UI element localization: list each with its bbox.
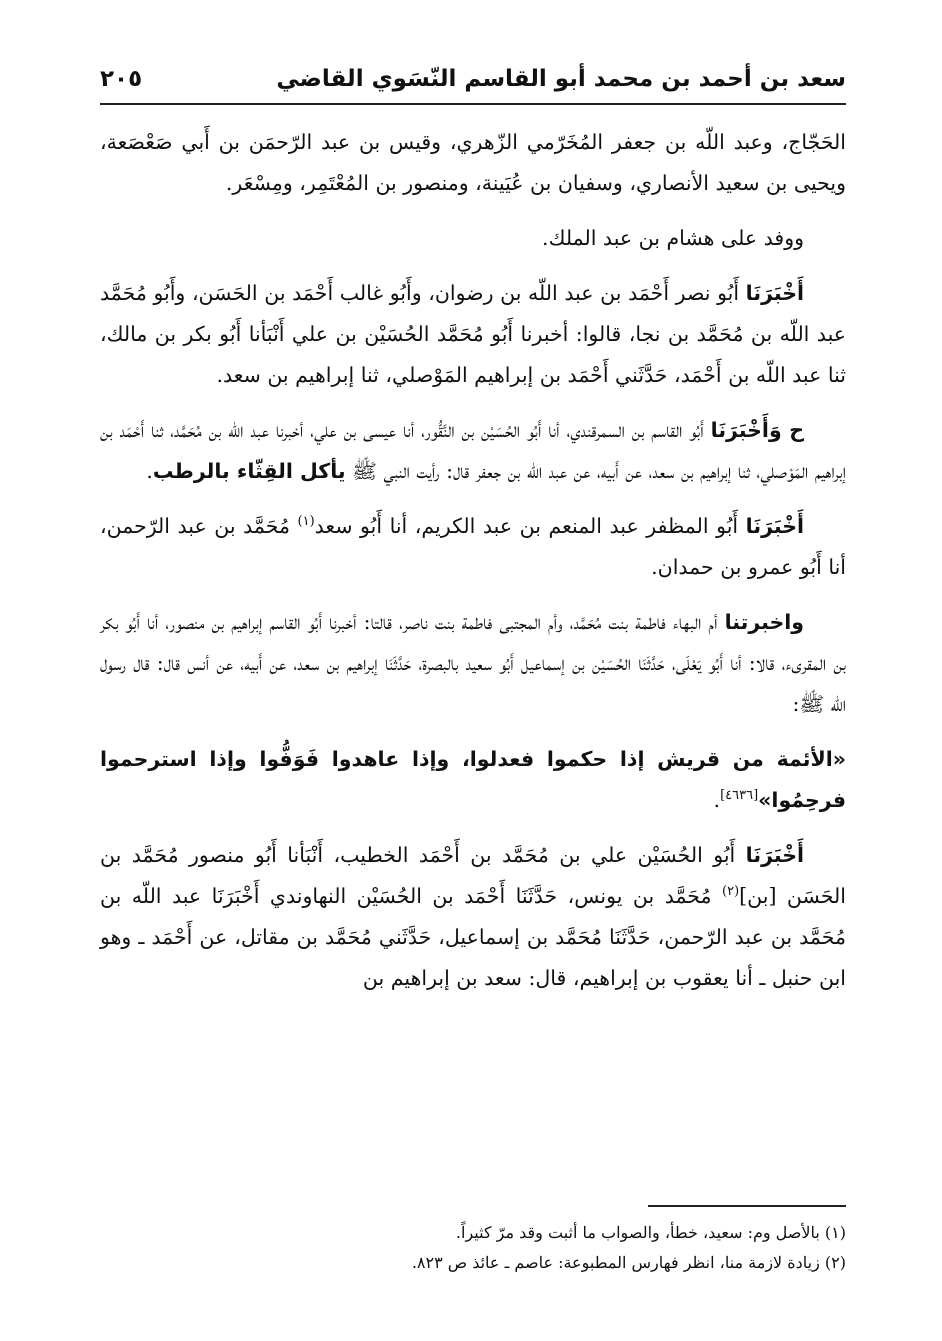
running-header (100, 62, 846, 102)
paragraph-tail: . (713, 788, 721, 812)
paragraph-text: أَبُو الحُسَيْن علي بن مُحَمَّد بن أَحْمَد الخطيب، أَنْبَأنا أَبُو منصور مُحَمَّد بن الحَسَن [بن] (100, 843, 846, 908)
paragraph-tail: . (146, 459, 153, 483)
paragraph-4 (100, 410, 846, 492)
footnote-ref-2[interactable]: (٢) (722, 884, 740, 900)
isnad-lead-word: أَخْبَرَنَا (745, 514, 804, 538)
page-number: ٢٠٥ (100, 66, 143, 92)
paragraph-text: أَبُو المظفر عبد المنعم بن عبد الكريم، أنا أَبُو سعد (314, 514, 746, 538)
paragraph-1 (100, 122, 846, 204)
footnote-ref-1[interactable]: (١) (297, 514, 315, 530)
hadith-paragraph (100, 739, 846, 821)
paragraph-text: أَبُو نصر أَحْمَد بن عبد اللّه بن رضوان، وأَبُو غالب أَحْمَد بن الحَسَن، وأَبُو مُحَمَّد عبد اللّه بن مُحَمَّد بن نجا، قالوا: أخبرنا أَبُو مُحَمَّد الحُسَيْن بن علي أَنْبَأنا أَبُو بكر بن مالك، ثنا عبد اللّه بن أَحْمَد، حَدَّثَني أَحْمَد بن إبراهيم المَوْصلي، ثنا إبراهيم بن سعد. (100, 281, 846, 387)
footnote-separator (648, 1205, 846, 1207)
footnote-1: (١) بالأصل وم: سعيد، خطأ، والصواب ما أثبت وقد مرّ كثيراً. (455, 1223, 846, 1242)
paragraph-text-continued: مُحَمَّد بن عبد الرّحمن، أنا أَبُو عمرو بن حمدان. (100, 514, 846, 579)
footnotes (100, 1218, 846, 1278)
header-title: سعد بن أحمد بن محمد أبو القاسم النّسَوي القاضي (276, 66, 846, 92)
header-rule (100, 103, 846, 105)
paragraph-8 (100, 835, 846, 999)
paragraph-2 (100, 218, 846, 259)
hadith-text: «الأئمة من قريش إذا حكموا فعدلوا، وإذا عاهدوا فَوَفُّوا وإذا استرحموا فرحِمُوا» (100, 747, 846, 812)
paragraph-6 (100, 602, 846, 725)
paragraph-text: أم البهاء فاطمة بنت مُحَمَّد، وأم المجتبى فاطمة بنت ناصر، قالتا: أخبرنا أَبُو القاسم إبراهيم بن منصور، أنا أَبُو بكر بن المقرىء، قالا: أنا أَبُو يَعْلَى، حَدَّثَنَا الحُسَيْن بن إسماعيل أَبُو سعيد بالبصرة، حَدَّثَنَا إبراهيم بن سعد، عن أَبيه، عن أنس قال: قال رسول اللّه ﷺ: (100, 610, 846, 716)
paragraph-text: الحَجّاج، وعبد اللّه بن جعفر المُخَرّمي الزّهري، وقيس بن عبد الرّحمَن بن أَبي صَعْصَعة، ويحيى بن سعيد الأنصاري، وسفيان بن عُيَينة، ومنصور بن المُعْتَمِر، ومِسْعَر. (100, 130, 846, 195)
footnote-2: (٢) زيادة لازمة منا، انظر فهارس المطبوعة: عاصم ـ عائذ ص ٨٢٣. (411, 1253, 846, 1272)
isnad-lead-word: أَخْبَرَنَا (745, 281, 804, 305)
main-text (100, 122, 846, 1013)
paragraph-text: ووفد على هشام بن عبد الملك. (542, 226, 804, 250)
isnad-lead-word: واخبرتنا (724, 610, 804, 634)
paragraph-5 (100, 506, 846, 588)
paragraph-text-continued: مُحَمَّد بن يونس، حَدَّثَنَا أَحْمَد بن الحُسَيْن النهاوندي أَخْبَرَنَا عبد اللّه بن مُحَمَّد بن عبد الرّحمن، حَدَّثَنَا مُحَمَّد بن إسماعيل، حَدَّثَني مُحَمَّد بن مقاتل، عن أَحْمَد ـ وهو ابن حنبل ـ أنا يعقوب بن إبراهيم، قال: سعد بن إبراهيم بن (100, 884, 846, 990)
hadith-number: [٤٦٣٦] (720, 788, 759, 804)
isnad-lead-word: أَخْبَرَنَا (745, 843, 804, 867)
paragraph-3 (100, 273, 846, 396)
isnad-lead-word: ح وَأَخْبَرَنَا (710, 418, 804, 442)
paragraph-text: أَبُو القاسم بن السمرقندي، أنا أَبُو الحُسَيْن بن النَّقُّور، أنا عيسى بن علي، أخبرنا عبد اللّه بن مُحَمَّد، ثنا أَحْمَد بن إبراهيم المَوْصلي، ثنا إبراهيم بن سعد، عن أَبيه، عن عبد اللّه بن جعفر قال: رأيت النبي ﷺ (100, 418, 846, 483)
matn-bold-phrase: يأكل القِثّاء بالرطب (152, 459, 346, 483)
